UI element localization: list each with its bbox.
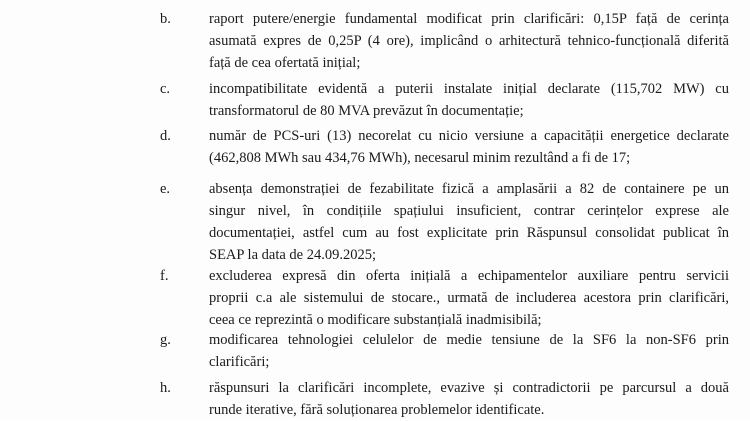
item-text-line: excluderea expresă din oferta inițială a echipamentelor auxiliare pentru servicii: [209, 268, 729, 284]
list-marker: e.: [160, 181, 171, 197]
list-marker: d.: [160, 128, 171, 144]
list-marker: c.: [160, 81, 171, 97]
item-text-line: raport putere/energie fundamental modificat prin clarificări: 0,15P față de cerința: [209, 11, 729, 27]
list-marker: h.: [160, 380, 171, 396]
item-text-line: modificarea tehnologiei celulelor de medie tensiune de la SF6 la non-SF6 prin: [209, 332, 729, 348]
item-text-line: răspunsuri la clarificări incomplete, evazive și contradictorii pe parcursul a două: [209, 380, 729, 396]
item-text-line: asumată expres de 0,25P (4 ore), implicând o arhitectură tehnico-funcțională diferită: [209, 33, 729, 49]
item-text-line: față de cea ofertată inițial;: [209, 55, 361, 71]
item-text-line: incompatibilitate evidentă a puterii instalate inițial declarate (115,702 MW) cu: [209, 81, 729, 97]
list-item-g: [160, 329, 729, 373]
list-item-h: [160, 377, 729, 421]
item-text-line: runde iterative, fără soluționarea problemelor identificate.: [209, 402, 545, 418]
list-marker: f.: [160, 268, 169, 284]
item-text-line: SEAP la data de 24.09.2025;: [209, 247, 376, 263]
item-text-line: număr de PCS-uri (13) necorelat cu nicio versiune a capacității energetice declarate: [209, 128, 729, 144]
list-item-e: [160, 178, 729, 266]
list-item-c: [160, 78, 729, 122]
list-item-b: [160, 8, 729, 74]
item-text-line: absența demonstrației de fezabilitate fizică a amplasării a 82 de containere pe un: [209, 181, 729, 197]
item-text-line: singur nivel, în condițiile spațiului insuficient, contrar cerințelor exprese ale: [209, 203, 729, 219]
item-text-line: proprii c.a ale sistemului de stocare., urmată de includerea acestora prin clarificări,: [209, 290, 729, 306]
list-marker: b.: [160, 11, 171, 27]
item-text-line: documentației, astfel cum au fost explicitate prin Răspunsul consolidat publicat în: [209, 225, 729, 241]
item-text-line: transformatorul de 80 MVA prevăzut în documentație;: [209, 103, 524, 119]
list-item-f: [160, 265, 729, 331]
list-marker: g.: [160, 332, 171, 348]
item-text-line: (462,808 MWh sau 434,76 MWh), necesarul minim rezultând a fi de 17;: [209, 150, 631, 166]
item-text-line: clarificări;: [209, 354, 270, 370]
list-item-d: [160, 125, 729, 169]
item-text-line: ceea ce reprezintă o modificare substanțială inadmisibilă;: [209, 312, 542, 328]
